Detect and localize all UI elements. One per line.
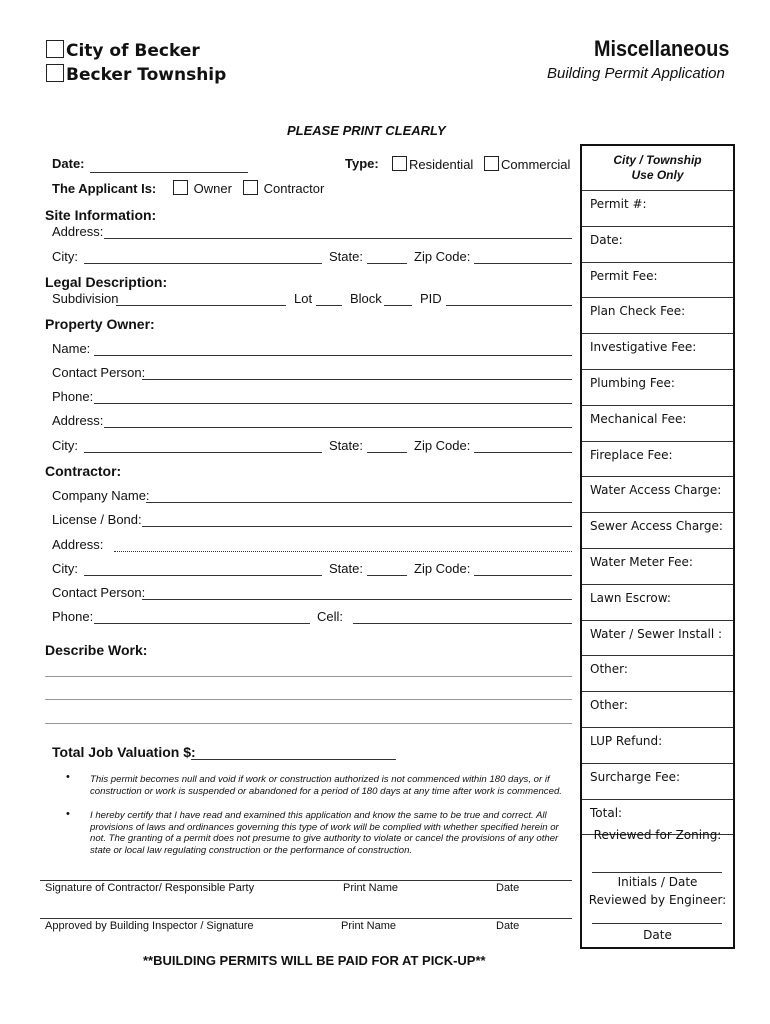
contractor-signature-label: Signature of Contractor/ Responsible Party [45, 882, 255, 894]
describe-work-line-3[interactable] [45, 723, 572, 724]
site-address-label: Address: [52, 224, 104, 239]
describe-work-line-1[interactable] [45, 676, 572, 677]
office-field-10[interactable]: Water Meter Fee: [582, 549, 733, 585]
valuation-field[interactable] [191, 759, 396, 760]
owner-contact-field[interactable] [142, 379, 572, 380]
city-label: City of Becker [66, 41, 200, 61]
lot-field[interactable] [316, 305, 342, 306]
print-clearly-instruction: PLEASE PRINT CLEARLY [287, 123, 446, 138]
office-use-header [582, 146, 733, 191]
owner-label: Owner [193, 181, 232, 196]
office-field-17[interactable]: Total: [582, 800, 733, 836]
owner-checkbox[interactable] [173, 180, 188, 195]
owner-state-label: State: [329, 438, 363, 453]
contractor-city-field[interactable] [84, 575, 322, 576]
contractor-city-label: City: [52, 561, 78, 576]
site-info-heading: Site Information: [45, 207, 157, 223]
township-checkbox[interactable] [46, 64, 64, 82]
commercial-label: Commercial [501, 157, 571, 172]
site-state-field[interactable] [367, 263, 407, 264]
office-field-14[interactable]: Other: [582, 692, 733, 728]
office-field-3[interactable]: Plan Check Fee: [582, 298, 733, 334]
owner-zip-field[interactable] [474, 452, 572, 453]
owner-address-label: Address: [52, 413, 104, 428]
owner-phone-field[interactable] [94, 403, 572, 404]
office-field-2[interactable]: Permit Fee: [582, 263, 733, 299]
office-field-13[interactable]: Other: [582, 656, 733, 692]
office-field-5[interactable]: Plumbing Fee: [582, 370, 733, 406]
office-use-heading-1: City / Township [613, 153, 702, 167]
site-city-field[interactable] [84, 263, 322, 264]
office-field-11[interactable]: Lawn Escrow: [582, 585, 733, 621]
company-name-label: Company Name: [52, 488, 150, 503]
township-label: Becker Township [66, 65, 227, 85]
office-field-7[interactable]: Fireplace Fee: [582, 442, 733, 478]
subdivision-field[interactable] [116, 305, 286, 306]
zoning-initials-line[interactable] [592, 872, 722, 873]
notice-certify: I hereby certify that I have read and examined this application and know the same to be true and correct. All provisions of laws and ordinances governing this type of work will be complied with whether specified herein or not. The granting of a permit does not presume to give authority to violate or cancel the provisions of any other state or local law regulating construction or the performance of construction. [90, 810, 559, 856]
office-field-12[interactable]: Water / Sewer Install : [582, 621, 733, 657]
city-checkbox[interactable] [46, 40, 64, 58]
office-use-heading-2: Use Only [631, 168, 684, 182]
inspector-signature-label: Approved by Building Inspector / Signature [45, 920, 254, 932]
print-name-label-1: Print Name [343, 882, 399, 894]
date-label: Date: [52, 156, 85, 171]
date-label-1: Date [496, 882, 520, 894]
initials-date-label: Initials / Date [617, 875, 698, 889]
site-address-field[interactable] [104, 238, 572, 239]
contractor-heading: Contractor: [45, 463, 122, 479]
applicant-label: The Applicant Is: [52, 181, 157, 196]
type-label: Type: [345, 156, 379, 171]
residential-label: Residential [409, 157, 474, 172]
city-of-becker-option[interactable] [46, 40, 200, 61]
site-city-label: City: [52, 249, 78, 264]
signature-line-1[interactable] [40, 880, 572, 881]
date-field[interactable] [90, 172, 248, 173]
owner-name-field[interactable] [94, 355, 572, 356]
contractor-zip-field[interactable] [474, 575, 572, 576]
residential-checkbox[interactable] [392, 156, 407, 171]
describe-work-line-2[interactable] [45, 699, 572, 700]
engineer-date-line[interactable] [592, 923, 722, 924]
contractor-contact-label: Contact Person: [52, 585, 146, 600]
contractor-address-field[interactable] [114, 551, 572, 552]
office-use-box [580, 144, 735, 949]
owner-name-label: Name: [52, 341, 91, 356]
contractor-option[interactable] [243, 180, 324, 196]
payment-notice: **BUILDING PERMITS WILL BE PAID FOR AT PICK-UP** [143, 953, 486, 968]
subdivision-label: Subdivision [52, 291, 119, 306]
contractor-state-label: State: [329, 561, 363, 576]
office-field-9[interactable]: Sewer Access Charge: [582, 513, 733, 549]
contractor-phone-label: Phone: [52, 609, 94, 624]
license-field[interactable] [142, 526, 572, 527]
owner-address-field[interactable] [104, 427, 572, 428]
signature-line-2[interactable] [40, 918, 572, 919]
contractor-zip-label: Zip Code: [414, 561, 471, 576]
site-zip-label: Zip Code: [414, 249, 471, 264]
contractor-state-field[interactable] [367, 575, 407, 576]
block-label: Block [350, 291, 382, 306]
owner-city-field[interactable] [84, 452, 322, 453]
office-field-1[interactable]: Date: [582, 227, 733, 263]
site-zip-field[interactable] [474, 263, 572, 264]
zoning-review-label: Reviewed for Zoning: [593, 828, 722, 842]
contractor-label: Contractor [263, 181, 325, 196]
form-subtitle: Building Permit Application [547, 65, 725, 82]
engineer-review-label: Reviewed by Engineer: [588, 893, 727, 907]
office-field-0[interactable]: Permit #: [582, 191, 733, 227]
pid-label: PID [420, 291, 442, 306]
owner-state-field[interactable] [367, 452, 407, 453]
office-field-4[interactable]: Investigative Fee: [582, 334, 733, 370]
office-field-16[interactable]: Surcharge Fee: [582, 764, 733, 800]
commercial-option[interactable] [484, 156, 570, 172]
describe-work-heading: Describe Work: [45, 642, 148, 658]
form-title: Miscellaneous [594, 36, 730, 61]
contractor-checkbox[interactable] [243, 180, 258, 195]
residential-option[interactable] [392, 156, 473, 172]
notice-void: This permit becomes null and void if work or construction authorized is not commenced within 180 days, or if construction or work is suspended or abandoned for a period of 180 days at any time after work is commenced. [90, 774, 562, 797]
valuation-label: Total Job Valuation $: [52, 744, 196, 760]
contractor-phone-field[interactable] [94, 623, 310, 624]
block-field[interactable] [384, 305, 412, 306]
owner-phone-label: Phone: [52, 389, 94, 404]
contractor-address-label: Address: [52, 537, 104, 552]
owner-contact-label: Contact Person: [52, 365, 146, 380]
office-field-15[interactable]: LUP Refund: [582, 728, 733, 764]
license-label: License / Bond: [52, 512, 142, 527]
commercial-checkbox[interactable] [484, 156, 499, 171]
date-label-2: Date [496, 920, 520, 932]
lot-label: Lot [294, 291, 313, 306]
office-field-8[interactable]: Water Access Charge: [582, 477, 733, 513]
owner-zip-label: Zip Code: [414, 438, 471, 453]
pid-field[interactable] [446, 305, 572, 306]
contractor-cell-field[interactable] [353, 623, 572, 624]
company-name-field[interactable] [146, 502, 572, 503]
bullet-2: • [66, 808, 70, 820]
contractor-cell-label: Cell: [317, 609, 344, 624]
becker-township-option[interactable] [46, 64, 226, 85]
owner-city-label: City: [52, 438, 78, 453]
engineer-date-label: Date [643, 928, 672, 942]
office-field-6[interactable]: Mechanical Fee: [582, 406, 733, 442]
owner-option[interactable] [173, 180, 232, 196]
site-state-label: State: [329, 249, 363, 264]
bullet-1: • [66, 771, 70, 783]
property-owner-heading: Property Owner: [45, 316, 155, 332]
legal-heading: Legal Description: [45, 274, 168, 290]
contractor-contact-field[interactable] [142, 599, 572, 600]
print-name-label-2: Print Name [341, 920, 397, 932]
